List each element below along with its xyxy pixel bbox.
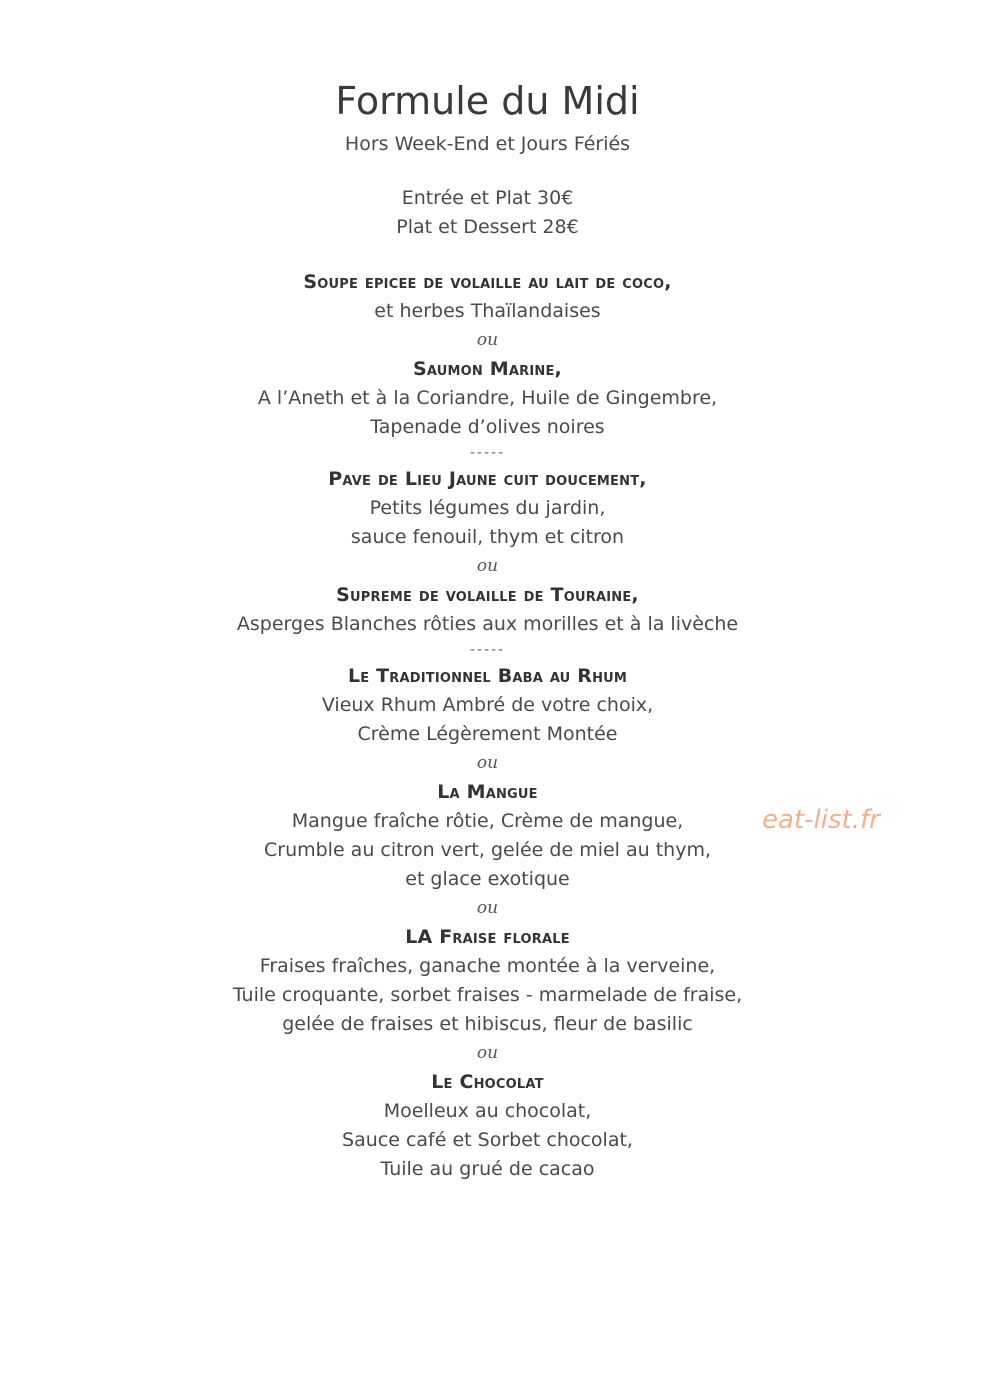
dish-description: A l’Aneth et à la Coriandre, Huile de Gingembre, <box>257 387 718 409</box>
course-separator: ----- <box>469 642 506 658</box>
page-subtitle: Hors Week-End et Jours Fériés <box>344 133 631 155</box>
dish-description: Vieux Rhum Ambré de votre choix, <box>321 694 654 716</box>
menu-item-dessert-2 <box>0 777 975 894</box>
dish-title: Supreme de volaille de Touraine, <box>336 584 639 606</box>
menu-item-entree-1 <box>0 267 975 326</box>
menu-item-plat-1 <box>0 464 975 552</box>
price-block <box>0 184 975 242</box>
menu-item-dessert-3 <box>0 922 975 1039</box>
dish-description: Petits légumes du jardin, <box>369 497 606 519</box>
dish-title: Pave de Lieu Jaune cuit doucement, <box>328 468 647 490</box>
dish-description: Moelleux au chocolat, <box>383 1100 592 1122</box>
or-divider: ou <box>476 556 499 576</box>
dish-description: Fraises fraîches, ganache montée à la verveine, <box>259 955 716 977</box>
menu-item-entree-2 <box>0 354 975 442</box>
menu-item-plat-2 <box>0 580 975 639</box>
dish-title: Le Traditionnel Baba au Rhum <box>347 665 628 687</box>
price-plat-dessert: Plat et Dessert 28€ <box>396 216 579 238</box>
dish-description: Tuile au grué de cacao <box>380 1158 595 1180</box>
or-divider: ou <box>476 753 499 773</box>
watermark: eat-list.fr <box>762 805 880 835</box>
page-title: Formule du Midi <box>335 79 640 123</box>
dish-description: Asperges Blanches rôties aux morilles et à la livèche <box>236 613 739 635</box>
dish-title: Soupe epicee de volaille au lait de coco, <box>303 271 672 293</box>
course-separator: ----- <box>469 445 506 461</box>
dish-description: Tapenade d’olives noires <box>370 416 605 438</box>
dish-description: et herbes Thaïlandaises <box>374 300 601 322</box>
price-entree-plat: Entrée et Plat 30€ <box>401 187 574 209</box>
dish-description: Crumble au citron vert, gelée de miel au thym, <box>263 839 711 861</box>
dish-title: La Mangue <box>437 781 538 803</box>
dish-description: Mangue fraîche rôtie, Crème de mangue, <box>291 810 684 832</box>
menu-item-dessert-4 <box>0 1067 975 1184</box>
dish-description: Crème Légèrement Montée <box>357 723 618 745</box>
or-divider: ou <box>476 898 499 918</box>
menu-list <box>0 267 975 1184</box>
dish-title: LA Fraise florale <box>405 926 570 948</box>
dish-description: et glace exotique <box>405 868 570 890</box>
dish-description: Sauce café et Sorbet chocolat, <box>342 1129 633 1151</box>
dish-title: Le Chocolat <box>431 1071 544 1093</box>
dish-description: sauce fenouil, thym et citron <box>350 526 625 548</box>
or-divider: ou <box>476 330 499 350</box>
dish-description: Tuile croquante, sorbet fraises - marmelade de fraise, <box>232 984 743 1006</box>
menu-item-dessert-1 <box>0 661 975 749</box>
dish-description: gelée de fraises et hibiscus, fleur de basilic <box>282 1013 693 1035</box>
dish-title: Saumon Marine, <box>413 358 562 380</box>
or-divider: ou <box>476 1043 499 1063</box>
